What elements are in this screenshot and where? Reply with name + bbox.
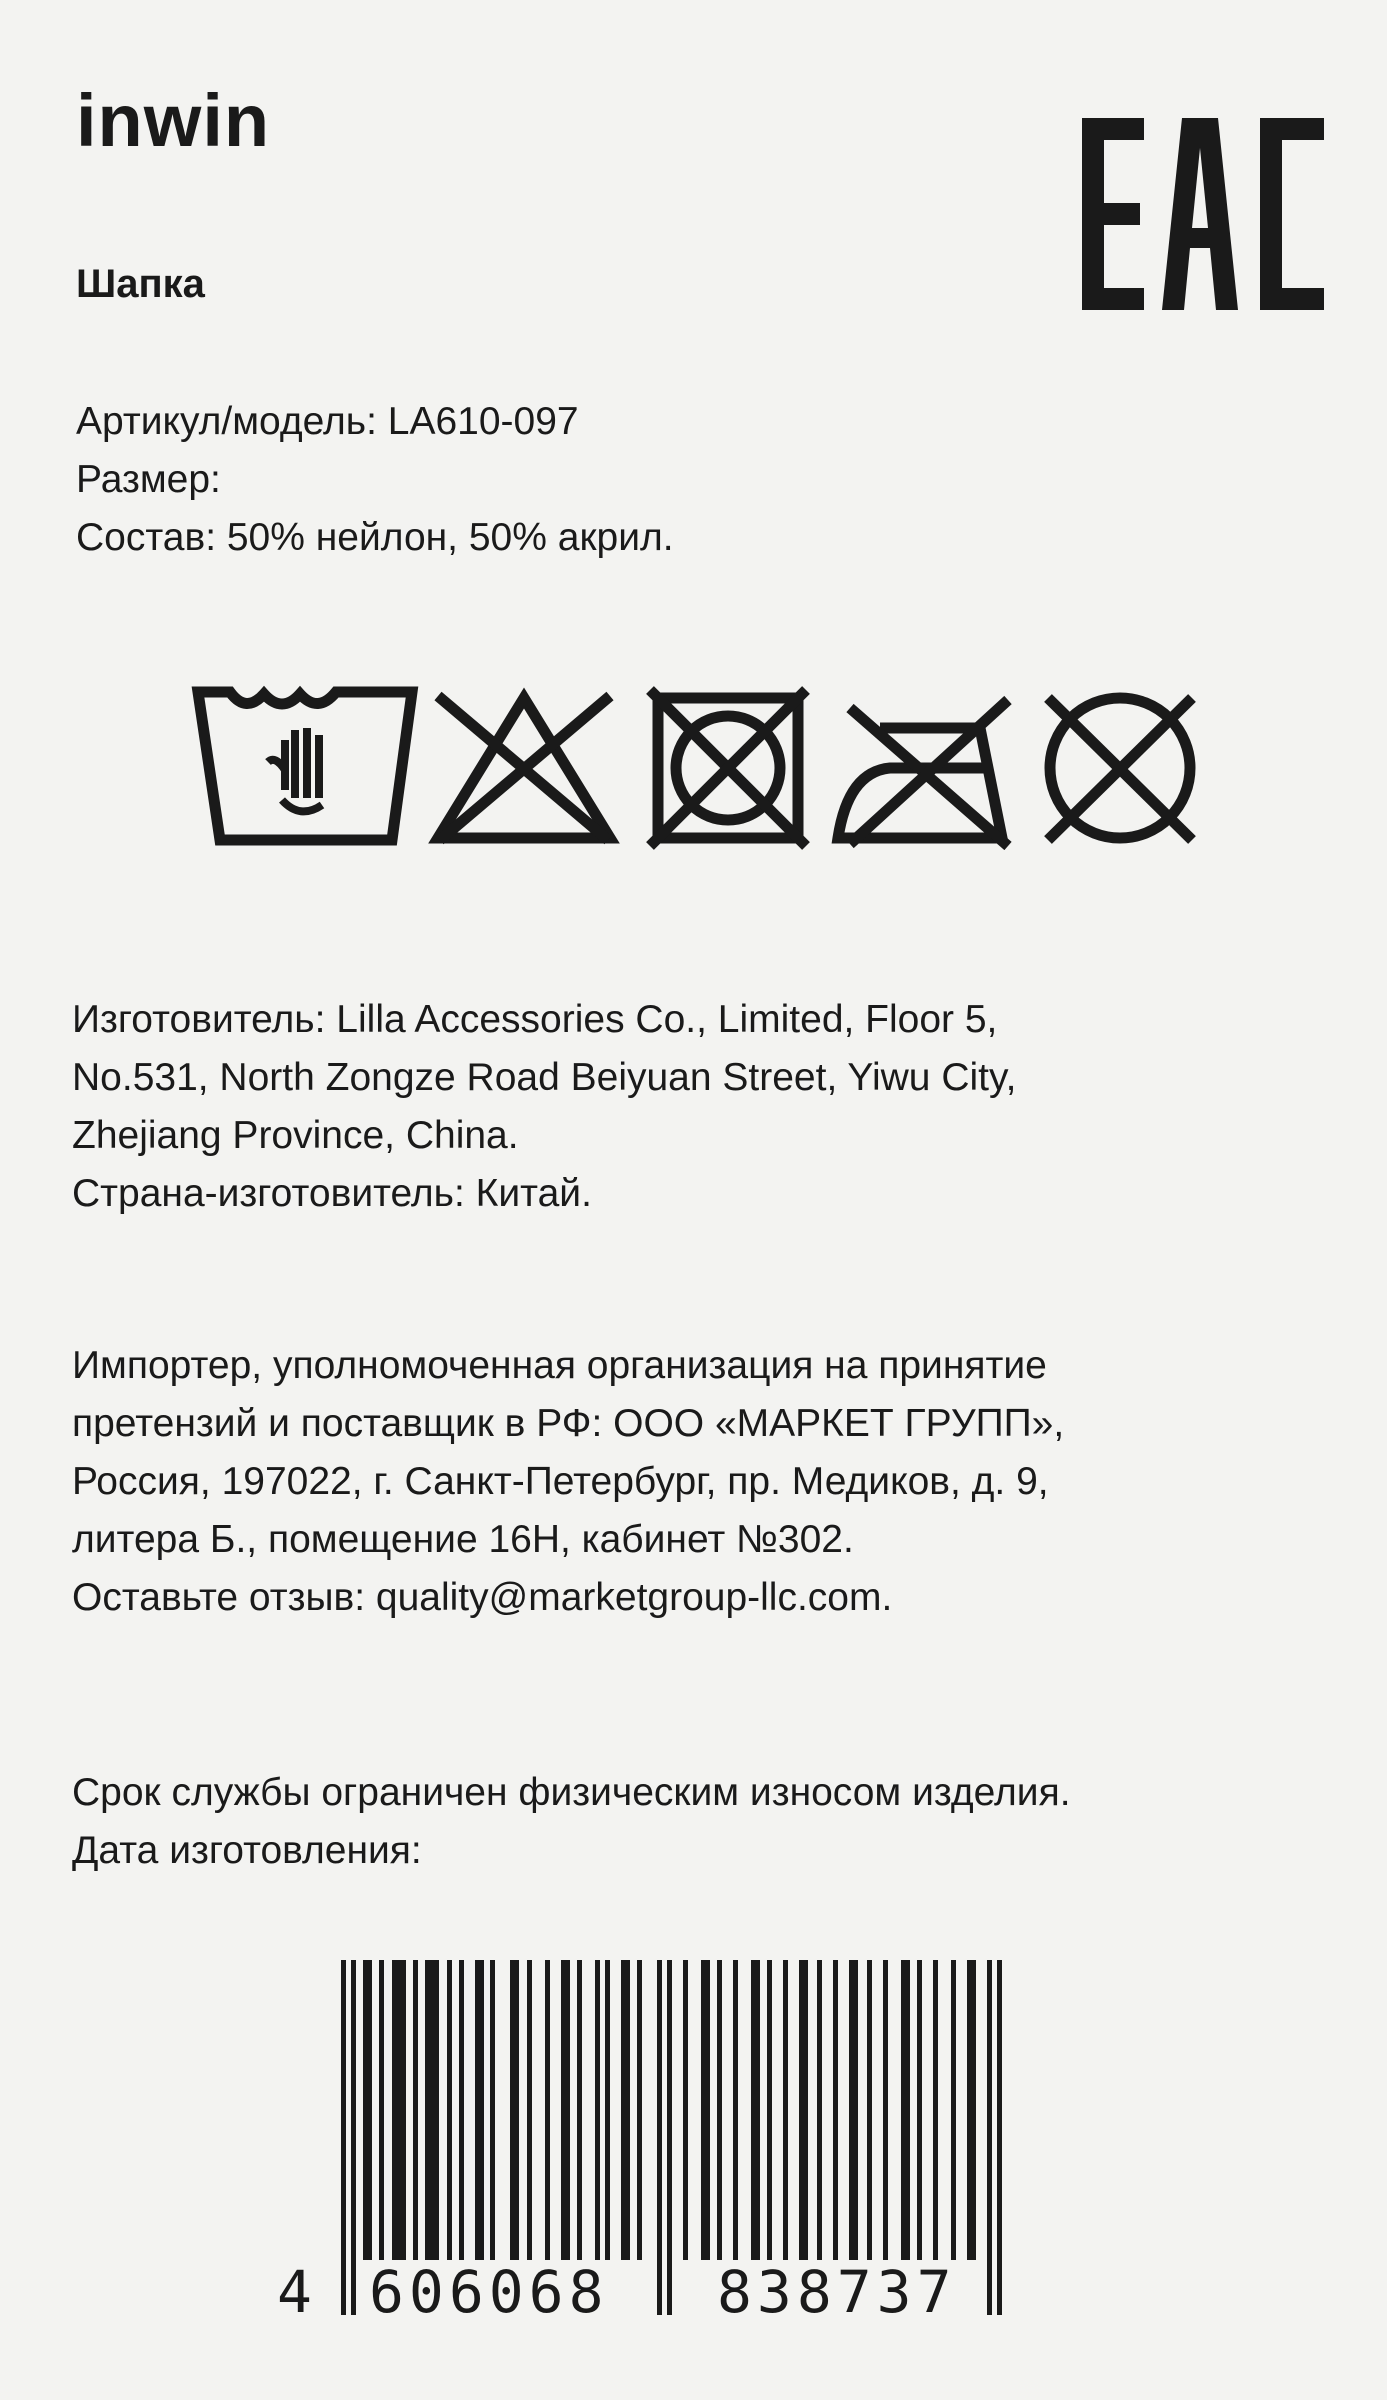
barcode-bar bbox=[817, 1960, 822, 2260]
barcode-bar bbox=[799, 1960, 808, 2260]
importer-line: претензий и поставщик в РФ: ООО «МАРКЕТ ГРУПП», bbox=[72, 1402, 1065, 1445]
barcode-bar bbox=[997, 1960, 1002, 2315]
service-info bbox=[72, 1764, 1071, 1880]
barcode-bar bbox=[783, 1960, 788, 2260]
manufacturer-line: No.531, North Zongze Road Beiyuan Street, Yiwu City, bbox=[72, 1056, 1017, 1099]
product-name: Шапка bbox=[76, 262, 205, 306]
barcode bbox=[265, 1960, 1085, 2330]
barcode-bar bbox=[577, 1960, 582, 2260]
importer-line: Импортер, уполномоченная организация на принятие bbox=[72, 1344, 1047, 1387]
barcode-bar bbox=[933, 1960, 938, 2260]
article-line: Артикул/модель: LA610-097 bbox=[76, 400, 579, 443]
no-dry-clean-icon bbox=[1048, 698, 1192, 840]
barcode-bar bbox=[701, 1960, 710, 2260]
barcode-bar bbox=[751, 1960, 760, 2260]
barcode-bar bbox=[867, 1960, 872, 2260]
barcode-bar bbox=[717, 1960, 722, 2260]
barcode-bar bbox=[545, 1960, 550, 2260]
barcode-bar bbox=[667, 1960, 672, 2315]
barcode-bar bbox=[379, 1960, 384, 2260]
composition-line: Состав: 50% нейлон, 50% акрил. bbox=[76, 516, 674, 559]
barcode-bar bbox=[767, 1960, 772, 2260]
barcode-bar bbox=[657, 1960, 662, 2315]
barcode-bar bbox=[475, 1960, 484, 2260]
care-symbols bbox=[190, 680, 1240, 850]
service-life-line: Срок службы ограничен физическим износом изделия. bbox=[72, 1771, 1071, 1814]
barcode-digit-first: 4 bbox=[277, 2258, 312, 2326]
barcode-digits-left: 606068 bbox=[369, 2258, 609, 2326]
barcode-bar bbox=[967, 1960, 976, 2260]
barcode-bar bbox=[490, 1960, 495, 2260]
barcode-bar bbox=[733, 1960, 738, 2260]
barcode-bar bbox=[901, 1960, 910, 2260]
no-iron-icon bbox=[838, 700, 1008, 846]
hand-wash-icon bbox=[198, 692, 412, 840]
manufacturer-line: Изготовитель: Lilla Accessories Co., Limited, Floor 5, bbox=[72, 998, 998, 1041]
barcode-bar bbox=[621, 1960, 630, 2260]
barcode-digits-right: 838737 bbox=[717, 2258, 957, 2326]
manufacturer-line: Zhejiang Province, China. bbox=[72, 1114, 519, 1157]
importer-info bbox=[72, 1337, 1064, 1627]
importer-line: литера Б., помещение 16Н, кабинет №302. bbox=[72, 1518, 854, 1561]
barcode-bar bbox=[605, 1960, 610, 2260]
barcode-bar bbox=[883, 1960, 888, 2260]
barcode-bar bbox=[341, 1960, 346, 2315]
barcode-bar bbox=[917, 1960, 922, 2260]
barcode-bar bbox=[425, 1960, 439, 2260]
manufacturer-info bbox=[72, 991, 1016, 1223]
barcode-bar bbox=[392, 1960, 406, 2260]
feedback-line: Оставьте отзыв: quality@marketgroup-llc.com. bbox=[72, 1576, 893, 1619]
barcode-bar bbox=[527, 1960, 532, 2260]
barcode-bar bbox=[849, 1960, 858, 2260]
barcode-bar bbox=[459, 1960, 464, 2260]
barcode-bar bbox=[683, 1960, 688, 2260]
product-specs bbox=[76, 393, 674, 567]
barcode-bar bbox=[351, 1960, 356, 2315]
barcode-bar bbox=[951, 1960, 956, 2260]
barcode-bar bbox=[447, 1960, 452, 2260]
barcode-bar bbox=[987, 1960, 992, 2315]
no-bleach-icon bbox=[438, 696, 610, 840]
barcode-bar bbox=[561, 1960, 570, 2260]
barcode-bar bbox=[833, 1960, 838, 2260]
brand-logo: inwin bbox=[76, 79, 271, 162]
country-line: Страна-изготовитель: Китай. bbox=[72, 1172, 592, 1215]
barcode-bar bbox=[363, 1960, 372, 2260]
barcode-bar bbox=[413, 1960, 418, 2260]
barcode-bar bbox=[637, 1960, 642, 2260]
eac-certification-icon bbox=[1082, 118, 1324, 310]
no-tumble-dry-icon bbox=[650, 690, 806, 846]
importer-line: Россия, 197022, г. Санкт-Петербург, пр. Медиков, д. 9, bbox=[72, 1460, 1049, 1503]
size-line: Размер: bbox=[76, 458, 221, 501]
barcode-bar bbox=[595, 1960, 600, 2260]
barcode-bar bbox=[510, 1960, 519, 2260]
manufacture-date-line: Дата изготовления: bbox=[72, 1829, 422, 1872]
